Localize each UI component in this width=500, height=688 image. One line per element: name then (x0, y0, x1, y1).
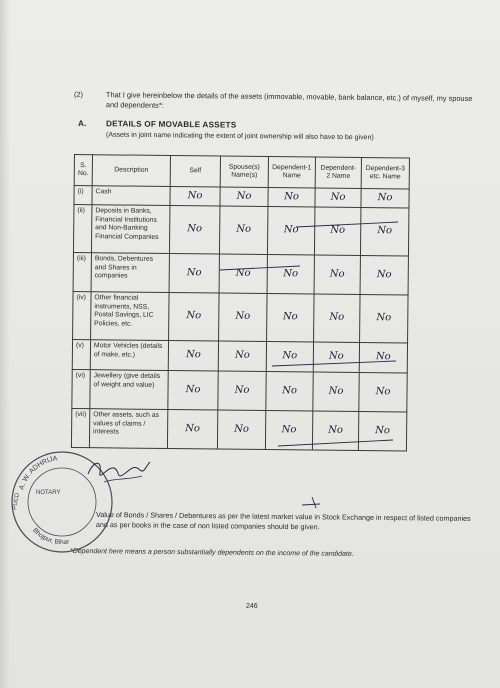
row-sno: (v) (72, 339, 90, 369)
section-note: (Assets in joint name indicating the extent of joint ownership will also have to be given) (105, 131, 374, 142)
handwritten-value-cell: No (217, 410, 265, 450)
handwritten-value-cell: No (266, 372, 313, 411)
handwritten-value-cell: No (167, 409, 217, 449)
row-description: Other assets, such as values of claims / interests (89, 409, 167, 449)
row-sno: (vi) (72, 369, 90, 408)
handwritten-value-cell: No (218, 371, 266, 411)
handwritten-value-cell: No (313, 342, 359, 372)
stamp-bottom-text: Bhojpur, Bihar (31, 526, 70, 547)
handwritten-value-cell: No (170, 187, 220, 207)
handwritten-value-cell: No (219, 254, 267, 294)
handwritten-value-cell: No (361, 189, 409, 209)
footnote: Value of Bonds / Shares / Debentures as per the latest market value in Stock Exchange in respect of listed companies and as per books in the case of non listed companies should be given. (95, 509, 471, 531)
handwritten-value-cell: No (313, 372, 359, 411)
handwritten-value-cell: No (314, 255, 360, 294)
header-dependent-2: Dependent-2 Name (315, 157, 361, 188)
paragraph-number: (2) (73, 89, 84, 99)
handwritten-value-cell: No (360, 208, 409, 257)
handwritten-value-cell: No (169, 206, 219, 255)
handwritten-value-cell: No (168, 340, 218, 371)
row-description: Motor Vehicles (details of make, etc.) (90, 340, 168, 371)
table-row (73, 252, 408, 295)
handwritten-value-cell: No (360, 256, 408, 296)
notary-signature (84, 452, 154, 492)
paragraph-text: That I give hereinbelow the details of the assets (immovable, movable, bank balance, etc.) of myself, my spouse and dependents*: (105, 90, 473, 110)
table-row (73, 205, 408, 257)
page-edge-shadow (0, 0, 10, 688)
handwritten-value-cell: No (314, 207, 361, 255)
handwritten-value-cell: No (169, 254, 219, 294)
row-sno: (iii) (73, 252, 91, 291)
row-sno: (vii) (71, 408, 89, 447)
handwritten-value-cell: No (218, 341, 266, 372)
declaration-paragraph (73, 89, 484, 110)
header-dependent-3: Dependent-3 etc. Name (361, 158, 409, 190)
handwritten-value-cell: No (312, 411, 358, 450)
movable-assets-table (71, 154, 410, 452)
header-spouse: Spouse(s) Name(s) (220, 156, 268, 188)
section-title: DETAILS OF MOVABLE ASSETS (105, 119, 237, 130)
table-header-row (74, 155, 409, 190)
handwritten-value-cell: No (266, 294, 314, 342)
handwritten-value-cell: No (266, 342, 313, 372)
svg-text:A. W. ADHRIJA (18, 455, 58, 490)
dependent-note: *Dependent here means a person substantially dependents on the income of the candidate. (69, 547, 354, 558)
handwritten-value-cell: No (219, 206, 268, 255)
handwritten-value-cell: No (267, 207, 315, 255)
stamp-middle-text: NOTARY (36, 490, 61, 496)
page-number: 246 (246, 603, 258, 610)
handwritten-value-cell: No (313, 294, 360, 342)
handwritten-value-cell: No (268, 188, 315, 207)
svg-text:Bhojpur, Bihar (31, 527, 70, 546)
section-letter: A. (77, 118, 87, 129)
table-row (73, 291, 408, 343)
handwritten-value-cell: No (219, 293, 268, 342)
handwritten-value-cell: No (168, 370, 218, 410)
header-dependent-1: Dependent-1 Name (268, 157, 315, 188)
handwritten-value-cell: No (315, 188, 361, 207)
handwritten-value-cell: No (267, 255, 314, 294)
table-row (72, 369, 407, 412)
row-description: Jewellery (give details of weight and value) (90, 370, 168, 410)
stamp-top-text: A. W. ADHRIJA (18, 455, 58, 491)
handwritten-value-cell: No (220, 187, 268, 207)
handwritten-value-cell: No (359, 372, 407, 412)
header-sno: S. No. (74, 155, 92, 186)
table-row (72, 339, 407, 373)
header-self: Self (170, 156, 220, 188)
row-sno: (iv) (73, 291, 91, 339)
row-description: Deposits in Banks, Financial Institutions and Non-Banking Financial Companies (91, 205, 169, 254)
stamp-side-text: PUCD (12, 492, 21, 511)
row-description: Other financial instruments, NSS, Postal Savings, LIC Policies, etc. (91, 292, 169, 341)
table-row (71, 408, 406, 451)
handwritten-value-cell: No (265, 411, 312, 450)
section-heading (77, 118, 237, 130)
row-description: Cash (92, 186, 170, 206)
handwritten-value-cell: No (169, 293, 219, 342)
row-description: Bonds, Debentures and Shares in companies (91, 253, 169, 293)
handwritten-value-cell: No (358, 411, 406, 451)
handwritten-value-cell: No (359, 295, 408, 344)
row-sno: (i) (74, 186, 92, 205)
handwritten-value-cell: No (359, 342, 407, 373)
header-description: Description (92, 155, 170, 187)
row-sno: (ii) (73, 205, 91, 253)
